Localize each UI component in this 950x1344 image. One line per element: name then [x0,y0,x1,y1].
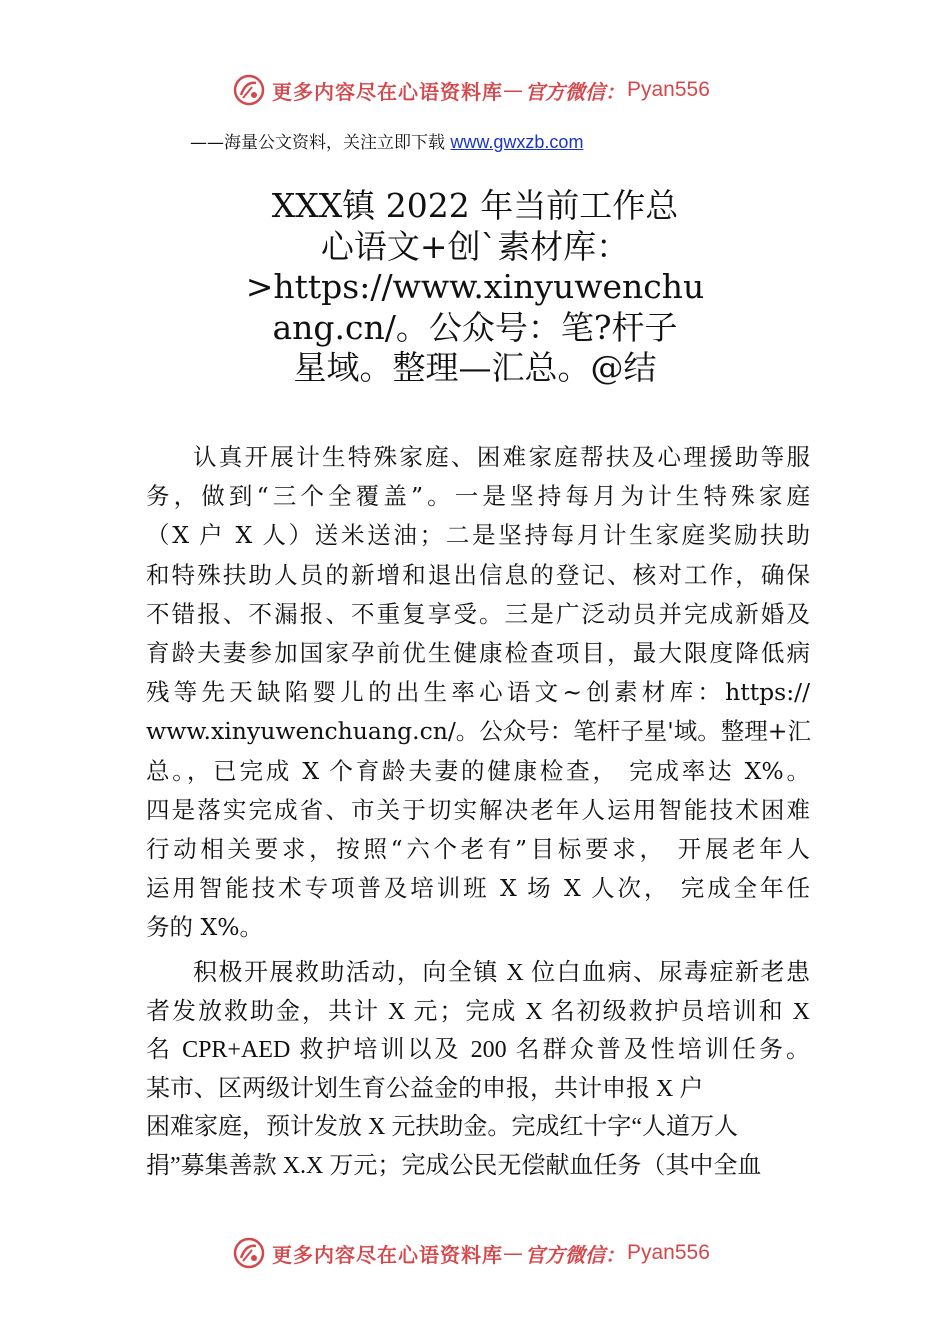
footer-banner [232,1233,752,1273]
title-line: 星域。整理—汇总。@结 [293,348,657,387]
paragraph-1 [146,438,810,948]
banner-main-text: 更多内容尽在心语资料库 [272,79,503,104]
banner-separator: — [503,78,523,102]
paragraph-line: 不错报、不漏报、不重复享受。三是广泛动员并完成新婚及 [146,599,810,628]
paragraph-line: 者发放救助金，共计 X 元；完成 X 名初级救护员培训和 X [146,998,810,1025]
paragraph-line: 残等先天缺陷婴儿的出生率心语文~创素材库：https:// [146,678,810,707]
paragraph-line: 名 CPR+AED 救护培训以及 200 名群众普及性培训任务。 [146,1037,810,1063]
paragraph-line: 育龄夫妻参加国家孕前优生健康检查项目，最大限度降低病 [146,639,810,668]
download-notice [190,128,583,153]
download-link[interactable]: www.gwxzb.com [450,132,584,152]
paragraph-line: 和特殊扶助人员的新增和退出信息的登记、核对工作，确保 [146,560,810,589]
banner-wechat-label: 官方微信： [525,79,625,104]
paragraph-line: 务的 X%。 [146,913,264,942]
banner-wechat-label: 官方微信： [525,1242,625,1267]
paragraph-line: （X 户 X 人）送米送油；二是坚持每月计生家庭奖励扶助 [146,521,810,550]
header-banner [232,70,752,110]
title-line: >https://www.xinyuwenchu [245,267,705,306]
paragraph-2 [146,954,810,1185]
paragraph-line: 困难家庭，预计发放 X 元扶助金。完成红十字“人道万人 [146,1114,738,1140]
banner-wechat-id: Pyan556 [627,1241,710,1264]
banner-wechat-id: Pyan556 [627,78,710,101]
paragraph-line: 务，做到“三个全覆盖”。一是坚持每月为计生特殊家庭 [146,482,810,511]
title-line: ang.cn/。公众号：笔?杆子 [272,307,678,347]
document-title [200,186,750,389]
brand-logo-icon [232,1236,266,1270]
download-notice-text: ——海量公文资料，关注立即下载 [190,133,445,153]
paragraph-line: 认真开展计生特殊家庭、困难家庭帮扶及心理援助等服 [193,443,810,471]
paragraph-line: 总。，已完成 X 个育龄夫妻的健康检查， 完成率达 X%。 [146,756,810,785]
paragraph-line: 行动相关要求，按照“六个老有”目标要求， 开展老年人 [146,835,810,864]
banner-separator: — [503,1241,523,1265]
paragraph-line: 积极开展救助活动，向全镇 X 位白血病、尿毒症新老患 [193,960,810,986]
banner-main-text: 更多内容尽在心语资料库 [272,1242,503,1267]
title-line: 心语文+创`素材库： [320,226,630,266]
paragraph-line: 某市、区两级计划生育公益金的申报，共计申报 X 户 [146,1075,704,1102]
paragraph-line: www.xinyuwenchuang.cn/。公众号：笔杆子星'域。整理+汇 [146,717,811,746]
title-line: XXX镇 2022 年当前工作总 [271,186,679,225]
paragraph-line: 捐”募集善款 X.X 万元；完成公民无偿献血任务（其中全血 [146,1152,762,1179]
paragraph-line: 四是落实完成省、市关于切实解决老年人运用智能技术困难 [146,795,810,824]
paragraph-line: 运用智能技术专项普及培训班 X 场 X 人次， 完成全年任 [146,874,810,903]
brand-logo-icon [232,73,266,107]
